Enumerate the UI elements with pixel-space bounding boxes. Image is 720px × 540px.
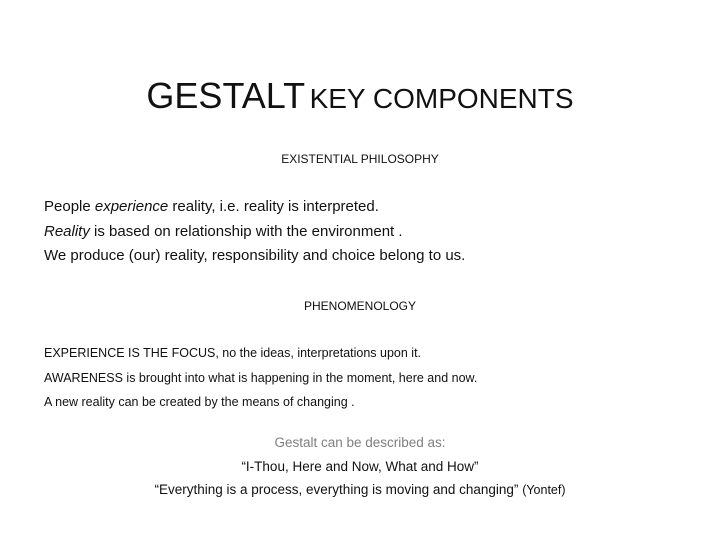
title-sub: KEY COMPONENTS: [309, 83, 574, 114]
emphasis-text: Reality: [44, 222, 90, 240]
text-line: EXPERIENCE IS THE FOCUS, no the ideas, interpretations upon it.: [44, 346, 422, 360]
heading-phenomenology: PHENOMENOLOGY: [303, 299, 417, 313]
quote-text: “Everything is a process, everything is moving and changing”: [154, 482, 519, 497]
text-line: [44, 220, 465, 245]
phenomenology-paragraph: [44, 341, 477, 415]
text-line: A new reality can be created by the means of changing .: [44, 395, 355, 409]
quote-line-1: “I-Thou, Here and Now, What and How”: [241, 459, 479, 474]
heading-existential-philosophy: EXISTENTIAL PHILOSOPHY: [281, 152, 439, 166]
text-run: People: [44, 198, 95, 215]
slide-title: [0, 76, 720, 124]
title-main: GESTALT: [146, 75, 306, 116]
emphasis-text: experience: [94, 198, 169, 215]
quote-line-2: [0, 482, 720, 497]
quote-attribution: (Yontef): [522, 483, 566, 497]
text-run: reality, i.e. reality is interpreted.: [168, 198, 379, 215]
text-line: [44, 195, 465, 220]
text-run: We produce (our) reality, responsibility and choice belong to us.: [44, 247, 466, 264]
text-run: is based on relationship with the environment .: [89, 222, 403, 240]
text-line: [44, 244, 465, 269]
text-line: AWARENESS is brought into what is happening in the moment, here and now.: [44, 370, 478, 385]
quote-intro: Gestalt can be described as:: [274, 435, 446, 450]
existential-paragraph: [44, 195, 465, 269]
